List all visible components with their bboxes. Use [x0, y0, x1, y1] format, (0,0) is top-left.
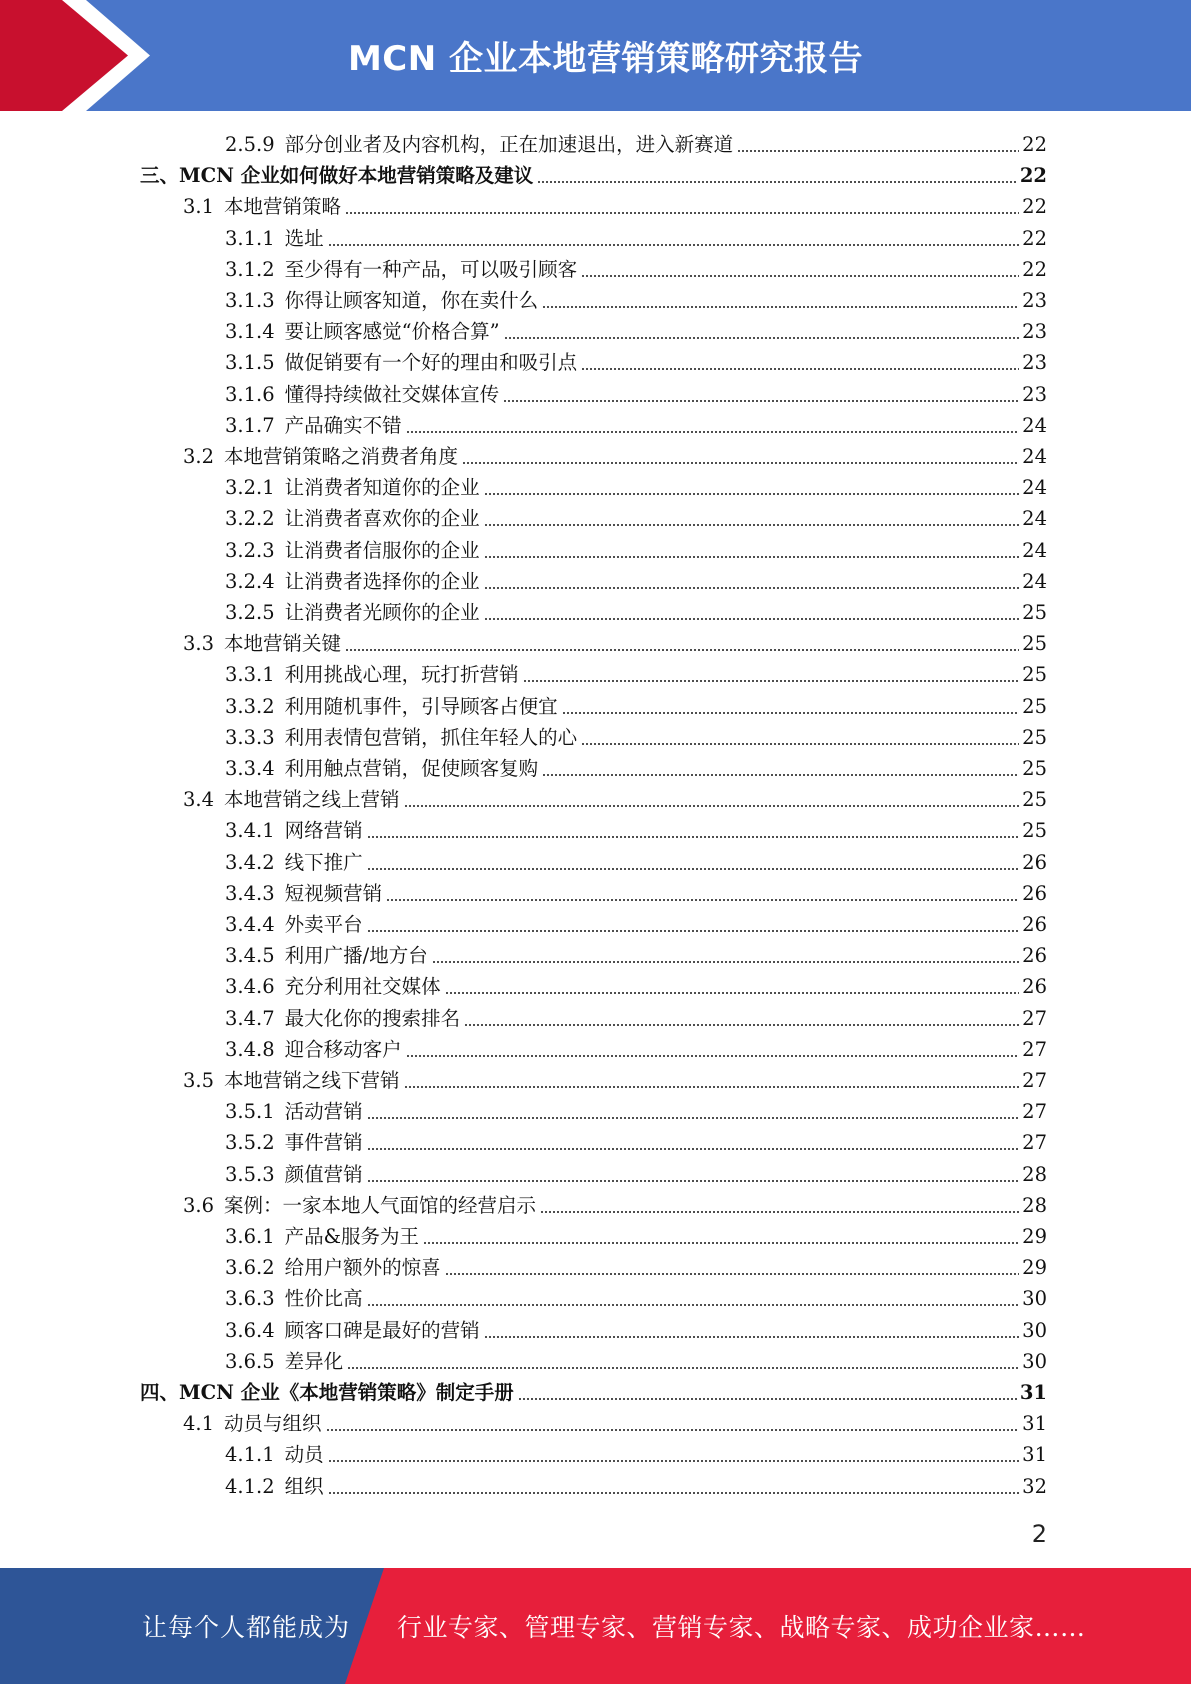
toc-entry-label: [183, 445, 458, 469]
toc-entry-title: 组织: [284, 1474, 324, 1498]
toc-entry[interactable]: [225, 1157, 1047, 1187]
toc-entry[interactable]: [225, 470, 1047, 500]
toc-entry-page: 24: [1022, 569, 1047, 593]
toc-entry-number: 3.1.6: [225, 382, 275, 406]
toc-entry-title: 懂得持续做社交媒体宣传: [284, 382, 500, 406]
toc-entry-page: 22: [1022, 195, 1047, 219]
toc-entry-title: 让消费者选择你的企业: [284, 569, 480, 593]
toc-entry[interactable]: [225, 377, 1047, 407]
toc-entry[interactable]: [225, 751, 1047, 781]
toc-entry-page: 25: [1022, 757, 1047, 780]
toc-entry-page: 25: [1022, 725, 1047, 749]
toc-dot-leader: [328, 1492, 1020, 1494]
toc-dot-leader: [484, 1336, 1020, 1338]
toc-entry-title: 本地营销之线上营销: [224, 788, 400, 812]
toc-entry-label: [225, 507, 480, 531]
toc-entry-page: 31: [1022, 1443, 1047, 1467]
toc-entry-title: 让消费者光顾你的企业: [284, 601, 480, 624]
toc-entry-number: 3.2.5: [225, 601, 275, 624]
toc-entry-title: 选址: [284, 226, 324, 250]
toc-entry-title: 利用触点营销，促使顾客复购: [284, 757, 539, 780]
toc-entry[interactable]: [225, 1313, 1047, 1343]
toc-entry[interactable]: [225, 1032, 1047, 1062]
toc-dot-leader: [518, 1398, 1017, 1400]
toc-entry-page: 25: [1022, 601, 1047, 624]
toc-entry-page: 29: [1022, 1256, 1047, 1280]
toc-entry-number: 3.2.3: [225, 538, 275, 562]
toc-dot-leader: [423, 1242, 1019, 1244]
toc-entry-number: 3.1.5: [225, 351, 275, 375]
toc-entry-title: 让消费者信服你的企业: [284, 538, 480, 562]
toc-dot-leader: [581, 275, 1019, 277]
toc-entry[interactable]: [183, 1406, 1047, 1436]
toc-dot-leader: [484, 524, 1020, 526]
toc-entry-title: 产品确实不错: [284, 413, 402, 437]
toc-entry-number: 3.1.7: [225, 413, 275, 437]
toc-entry-page: 30: [1022, 1318, 1047, 1342]
page-footer: [0, 1568, 1191, 1684]
toc-entry-title: 部分创业者及内容机构，正在加速退出，进入新赛道: [284, 133, 734, 156]
toc-entry[interactable]: [225, 876, 1047, 906]
toc-entry-number: 3.2.4: [225, 569, 275, 593]
toc-entry[interactable]: [225, 127, 1047, 157]
toc-dot-leader: [367, 1117, 1020, 1119]
toc-entry-page: 30: [1022, 1349, 1047, 1373]
toc-entry-number: 3.6.5: [225, 1349, 275, 1373]
toc-entry-title: 线下推广: [284, 850, 363, 874]
toc-entry[interactable]: [140, 1375, 1047, 1405]
toc-dot-leader: [504, 337, 1020, 339]
toc-entry-title: 本地营销关键: [224, 632, 342, 656]
toc-entry-label: [225, 851, 363, 875]
toc-entry-title: 外卖平台: [284, 913, 363, 936]
toc-entry-label: [225, 1163, 363, 1187]
toc-entry-page: 25: [1022, 694, 1047, 718]
toc-entry-label: [183, 195, 341, 219]
toc-entry[interactable]: [183, 1188, 1047, 1218]
toc-entry[interactable]: [225, 533, 1047, 563]
toc-entry-page: 28: [1022, 1162, 1047, 1186]
toc-entry-number: 4.1.1: [225, 1443, 275, 1467]
toc-entry-title: 动员与组织: [224, 1412, 322, 1436]
toc-entry[interactable]: [183, 782, 1047, 812]
toc-entry-label: [225, 757, 538, 781]
toc-entry-label: [183, 1194, 536, 1218]
toc-entry-number: 3.1.1: [225, 226, 275, 250]
toc-entry-title: 迎合移动客户: [284, 1037, 402, 1061]
toc-entry-title: 产品&服务为王: [284, 1225, 419, 1248]
toc-dot-leader: [464, 1024, 1019, 1026]
footer-slogan-left: 让每个人都能成为: [142, 1613, 351, 1642]
toc-entry-label: [225, 819, 363, 843]
toc-entry-page: 24: [1022, 476, 1047, 500]
toc-dot-leader: [367, 868, 1020, 870]
toc-entry[interactable]: [225, 657, 1047, 687]
toc-entry[interactable]: [225, 564, 1047, 594]
toc-dot-leader: [367, 836, 1020, 838]
toc-entry-number: 3.6.1: [225, 1225, 275, 1248]
toc-dot-leader: [326, 1429, 1020, 1431]
toc-entry-page: 27: [1022, 1069, 1047, 1092]
toc-entry-title: 让消费者喜欢你的企业: [284, 507, 480, 531]
toc-entry-number: 3.1.3: [225, 289, 275, 312]
toc-entry[interactable]: [225, 501, 1047, 531]
toc-entry-title: 要让顾客感觉“价格合算”: [284, 320, 500, 344]
toc-entry[interactable]: [225, 283, 1047, 313]
toc-entry[interactable]: [225, 1094, 1047, 1124]
toc-dot-leader: [462, 462, 1019, 464]
toc-entry-label: [225, 258, 577, 282]
toc-entry-number: 3.6.4: [225, 1318, 275, 1342]
toc-entry-page: 22: [1022, 133, 1047, 156]
toc-entry-title: 三、MCN 企业如何做好本地营销策略及建议: [140, 164, 534, 188]
toc-entry[interactable]: [225, 1437, 1047, 1467]
toc-entry-page: 29: [1022, 1225, 1047, 1248]
toc-entry-title: 让消费者知道你的企业: [284, 476, 480, 500]
toc-dot-leader: [581, 743, 1019, 745]
toc-dot-leader: [367, 930, 1020, 932]
toc-entry[interactable]: [225, 252, 1047, 282]
toc-entry-title: 动员: [284, 1443, 324, 1467]
toc-entry-label: [225, 663, 519, 687]
toc-dot-leader: [484, 556, 1020, 558]
toc-entry-page: 23: [1022, 351, 1047, 375]
toc-entry-number: 3.6: [183, 1193, 215, 1217]
toc-entry[interactable]: [225, 1125, 1047, 1155]
toc-entry-number: 2.5.9: [225, 133, 275, 156]
toc-entry-page: 24: [1022, 538, 1047, 562]
toc-entry[interactable]: [225, 408, 1047, 438]
toc-entry-page: 25: [1022, 788, 1047, 812]
toc-dot-leader: [523, 680, 1020, 682]
toc-entry-title: 四、MCN 企业《本地营销策略》制定手册: [140, 1381, 514, 1404]
toc-dot-leader: [445, 992, 1020, 994]
toc-entry-title: 颜值营销: [284, 1162, 363, 1186]
toc-entry-title: 利用随机事件，引导顾客占便宜: [284, 694, 558, 718]
toc-entry[interactable]: [183, 189, 1047, 219]
toc-entry-page: 25: [1022, 632, 1047, 656]
toc-entry[interactable]: [225, 595, 1047, 625]
footer-slogan-right: 行业专家、管理专家、营销专家、战略专家、成功企业家……: [397, 1613, 1086, 1642]
toc-dot-leader: [540, 1211, 1019, 1213]
toc-entry-label: [225, 913, 363, 937]
toc-dot-leader: [406, 1055, 1020, 1057]
toc-entry-title: 给用户额外的惊喜: [284, 1256, 441, 1280]
toc-entry-title: 案例：一家本地人气面馆的经营启示: [224, 1193, 537, 1217]
toc-entry-label: [225, 1287, 363, 1311]
toc-entry[interactable]: [225, 689, 1047, 719]
toc-entry-number: 4.1.2: [225, 1474, 275, 1498]
toc-entry-title: 差异化: [284, 1349, 344, 1373]
toc-entry-page: 26: [1022, 850, 1047, 874]
toc-dot-leader: [581, 368, 1019, 370]
toc-entry-number: 3.1.2: [225, 257, 275, 281]
toc-entry-label: [225, 227, 324, 251]
toc-entry[interactable]: [225, 813, 1047, 843]
toc-entry-page: 26: [1022, 944, 1047, 968]
report-title: MCN 企业本地营销策略研究报告: [347, 39, 864, 79]
toc-entry-page: 27: [1022, 1100, 1047, 1124]
toc-entry-label: [225, 601, 480, 625]
toc-entry[interactable]: [225, 1344, 1047, 1374]
toc-entry[interactable]: [225, 1001, 1047, 1031]
toc-entry-page: 22: [1022, 257, 1047, 281]
toc-entry-title: 网络营销: [284, 819, 363, 843]
toc-entry[interactable]: [225, 1219, 1047, 1249]
toc-entry-label: [225, 1225, 419, 1249]
toc-entry-number: 4.1: [183, 1412, 215, 1436]
toc-dot-leader: [445, 1273, 1020, 1275]
toc-entry[interactable]: [225, 314, 1047, 344]
toc-entry-page: 22: [1022, 226, 1047, 250]
toc-entry-title: 利用挑战心理，玩打折营销: [284, 663, 519, 687]
toc-entry-number: 3.1: [183, 195, 215, 219]
toc-entry-number: 3.4.7: [225, 1006, 275, 1030]
toc-entry-page: 31: [1019, 1381, 1047, 1404]
toc-entry-label: [225, 351, 577, 375]
toc-dot-leader: [537, 181, 1017, 183]
toc-entry-label: [183, 632, 341, 656]
toc-entry-page: 25: [1022, 819, 1047, 843]
toc-dot-leader: [737, 150, 1019, 152]
page-header: [0, 0, 1191, 111]
toc-entry-label: [140, 1381, 514, 1405]
toc-entry[interactable]: [225, 907, 1047, 937]
toc-entry[interactable]: [183, 1063, 1047, 1093]
toc-entry-label: [225, 1131, 363, 1155]
toc-entry-number: 3.4.5: [225, 944, 275, 968]
toc-entry-title: 你得让顾客知道，你在卖什么: [284, 289, 539, 312]
toc-entry-page: 27: [1022, 1131, 1047, 1155]
toc-entry-label: [140, 164, 533, 188]
toc-entry-page: 27: [1022, 1037, 1047, 1061]
toc-entry-number: 3.2: [183, 445, 215, 468]
toc-entry-number: 3.5.1: [225, 1100, 275, 1124]
toc-dot-leader: [484, 587, 1020, 589]
toc-entry-label: [225, 414, 402, 438]
toc-entry-page: 24: [1022, 413, 1047, 437]
toc-entry-page: 30: [1022, 1287, 1047, 1311]
toc-entry-label: [225, 133, 733, 157]
toc-entry-label: [225, 289, 538, 313]
toc-entry-label: [225, 1319, 480, 1343]
toc-entry-label: [225, 975, 441, 999]
toc-entry-label: [225, 539, 480, 563]
toc-entry-title: 本地营销之线下营销: [224, 1069, 400, 1092]
toc-entry-number: 3.2.1: [225, 476, 275, 500]
toc-entry-number: 3.5.2: [225, 1131, 275, 1155]
toc-dot-leader: [328, 244, 1020, 246]
toc-entry-label: [225, 320, 500, 344]
toc-entry-title: 最大化你的搜索排名: [284, 1006, 461, 1030]
toc-entry-label: [225, 1007, 460, 1031]
toc-entry[interactable]: [183, 626, 1047, 656]
toc-entry-number: 3.5: [183, 1069, 215, 1092]
toc-entry-page: 23: [1022, 382, 1047, 406]
toc-entry[interactable]: [225, 221, 1047, 251]
toc-entry-label: [225, 1038, 402, 1062]
toc-dot-leader: [406, 431, 1020, 433]
toc-entry[interactable]: [225, 1281, 1047, 1311]
toc-entry[interactable]: [225, 720, 1047, 750]
toc-entry-label: [225, 383, 499, 407]
toc-dot-leader: [367, 1180, 1020, 1182]
toc-entry-number: 3.4.6: [225, 975, 275, 999]
toc-dot-leader: [404, 1086, 1020, 1088]
toc-entry-label: [225, 1475, 324, 1499]
toc-entry-page: 27: [1022, 1006, 1047, 1030]
toc-entry-number: 3.5.3: [225, 1162, 275, 1186]
toc-entry-label: [225, 1100, 363, 1124]
toc-entry-label: [225, 570, 480, 594]
toc-entry-page: 22: [1019, 164, 1047, 188]
toc-dot-leader: [484, 493, 1020, 495]
toc-entry-page: 31: [1022, 1412, 1047, 1436]
toc-entry-page: 26: [1022, 975, 1047, 999]
toc-entry-page: 24: [1022, 445, 1047, 468]
toc-entry-number: 3.6.3: [225, 1287, 275, 1311]
toc-entry-page: 25: [1022, 663, 1047, 687]
toc-entry[interactable]: [225, 345, 1047, 375]
toc-dot-leader: [404, 805, 1020, 807]
toc-entry-title: 利用表情包营销，抓住年轻人的心: [284, 725, 578, 749]
toc-entry-number: 3.4.8: [225, 1037, 275, 1061]
toc-dot-leader: [345, 649, 1019, 651]
toc-entry-number: 3.2.2: [225, 507, 275, 531]
toc-entry-page: 24: [1022, 507, 1047, 531]
toc-entry[interactable]: [225, 1469, 1047, 1499]
toc-entry-title: 顾客口碑是最好的营销: [284, 1318, 480, 1342]
toc-entry-number: 3.4.1: [225, 819, 275, 843]
toc-entry-page: 32: [1022, 1474, 1047, 1498]
toc-entry-label: [225, 1443, 324, 1467]
toc-dot-leader: [484, 618, 1020, 620]
toc-entry-title: 本地营销策略: [224, 195, 342, 219]
toc-entry-title: 短视频营销: [284, 881, 383, 905]
toc-entry-label: [225, 1350, 343, 1374]
toc-entry-label: [225, 476, 480, 500]
toc-dot-leader: [432, 961, 1019, 963]
toc-entry-number: 3.1.4: [225, 320, 275, 344]
toc-entry-label: [225, 882, 382, 906]
toc-entry-title: 利用广播/地方台: [284, 944, 428, 968]
toc-entry-label: [183, 1069, 400, 1093]
toc-entry-number: 3.3.2: [225, 694, 275, 718]
toc-dot-leader: [542, 306, 1019, 308]
toc-dot-leader: [367, 1304, 1020, 1306]
toc-entry-title: 性价比高: [284, 1287, 363, 1311]
toc-entry-label: [183, 1412, 322, 1436]
toc-entry-page: 26: [1022, 913, 1047, 936]
toc-dot-leader: [347, 1367, 1019, 1369]
toc-entry-title: 事件营销: [284, 1131, 363, 1155]
toc-dot-leader: [562, 712, 1020, 714]
toc-entry-number: 3.3.3: [225, 725, 275, 749]
toc-entry-page: 23: [1022, 320, 1047, 344]
toc-entry-title: 做促销要有一个好的理由和吸引点: [284, 351, 578, 375]
toc-entry-label: [225, 726, 577, 750]
toc-entry-number: 3.4: [183, 788, 215, 812]
toc-entry-title: 至少得有一种产品，可以吸引顾客: [284, 257, 578, 281]
toc-entry-title: 本地营销策略之消费者角度: [224, 445, 459, 468]
toc-entry-title: 充分利用社交媒体: [284, 975, 441, 999]
toc-dot-leader: [345, 212, 1019, 214]
toc-entry-number: 3.6.2: [225, 1256, 275, 1280]
toc-entry-label: [225, 944, 428, 968]
toc-entry-page: 28: [1022, 1193, 1047, 1217]
toc-entry-page: 23: [1022, 289, 1047, 312]
toc-entry-number: 3.4.4: [225, 913, 275, 936]
toc-entry[interactable]: [183, 439, 1047, 469]
toc-entry[interactable]: [140, 158, 1047, 188]
toc-entry[interactable]: [225, 1250, 1047, 1280]
toc-entry-page: 26: [1022, 881, 1047, 905]
toc-entry[interactable]: [225, 845, 1047, 875]
toc-dot-leader: [386, 899, 1019, 901]
toc-entry-number: 3.4.2: [225, 850, 275, 874]
toc-dot-leader: [367, 1148, 1020, 1150]
toc-entry-label: [225, 1256, 441, 1280]
toc-dot-leader: [542, 774, 1019, 776]
toc-entry-title: 活动营销: [284, 1100, 363, 1124]
toc-entry-number: 3.3: [183, 632, 215, 656]
toc-entry-label: [225, 695, 558, 719]
toc-entry-number: 3.4.3: [225, 881, 275, 905]
toc-entry-number: 3.3.1: [225, 663, 275, 687]
toc-entry-number: 3.3.4: [225, 757, 275, 780]
page-number: 2: [1031, 1520, 1047, 1548]
toc-entry-label: [183, 788, 400, 812]
toc-dot-leader: [503, 400, 1019, 402]
toc-entry[interactable]: [225, 938, 1047, 968]
toc-dot-leader: [328, 1460, 1020, 1462]
toc-entry[interactable]: [225, 969, 1047, 999]
